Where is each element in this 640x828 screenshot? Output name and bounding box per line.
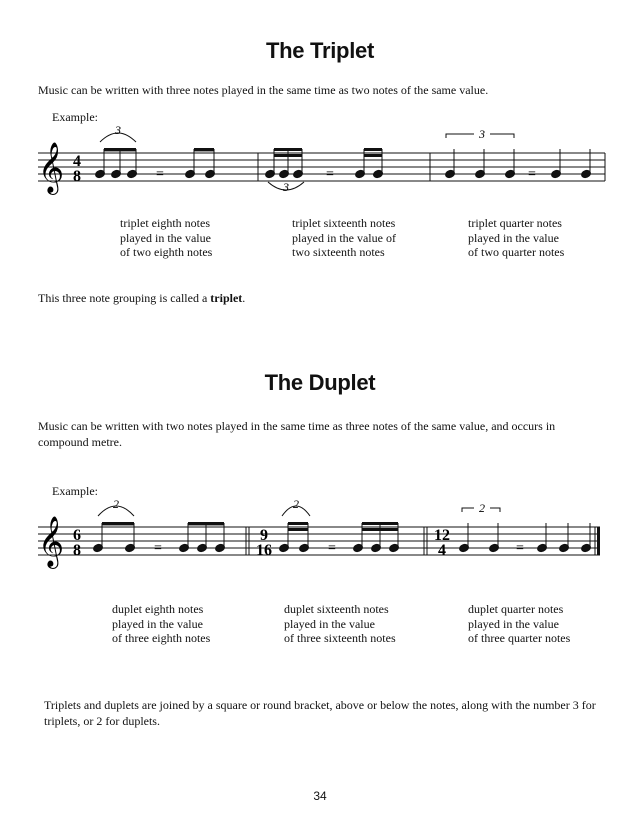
caption-line: two sixteenth notes bbox=[292, 245, 385, 259]
treble-clef-icon: 𝄞 bbox=[38, 142, 65, 193]
summary-text: This three note grouping is called a bbox=[38, 291, 211, 305]
duplet-staff bbox=[0, 494, 640, 576]
staff-lines bbox=[38, 153, 605, 181]
tuplet-number: 3 bbox=[479, 127, 485, 141]
time-signature-top: 12 bbox=[434, 527, 450, 544]
equals-sign: = bbox=[528, 167, 536, 182]
tuplet-number: 2 bbox=[479, 501, 485, 515]
time-signature-top: 6 bbox=[73, 527, 81, 544]
caption-line: of two eighth notes bbox=[120, 245, 213, 259]
caption-line: duplet eighth notes bbox=[112, 602, 204, 616]
time-signature-bottom: 16 bbox=[256, 542, 272, 559]
tuplet-number: 2 bbox=[293, 497, 299, 511]
summary-term: triplet bbox=[210, 291, 243, 305]
equals-sign: = bbox=[154, 541, 162, 556]
triplet-summary bbox=[38, 290, 245, 306]
time-signature-bottom: 8 bbox=[73, 168, 81, 185]
caption-line: played in the value bbox=[284, 616, 375, 631]
caption-line: of three quarter notes bbox=[468, 631, 571, 645]
duplet-intro: Music can be written with two notes played in the same time as three notes of the same value, and occurs in compound metre. bbox=[38, 419, 556, 449]
equals-sign: = bbox=[516, 541, 524, 556]
treble-clef-icon: 𝄞 bbox=[38, 516, 65, 567]
caption-line: triplet quarter notes bbox=[468, 216, 562, 230]
triplet-heading: The Triplet bbox=[266, 38, 374, 63]
triplet-staff bbox=[0, 120, 640, 200]
duplet-heading: The Duplet bbox=[264, 370, 376, 395]
equals-sign: = bbox=[156, 167, 164, 182]
triplet-caption-quarter bbox=[468, 216, 638, 260]
tuplet-number: 3 bbox=[115, 123, 121, 137]
triplet-intro: Music can be written with three notes played in the same time as two notes of the same value. bbox=[38, 83, 489, 97]
duplet-caption-sixteenth bbox=[284, 602, 454, 646]
duplet-example-label: Example: bbox=[52, 484, 98, 498]
caption-line: triplet eighth notes bbox=[120, 216, 210, 230]
caption-line: played in the value of bbox=[292, 230, 396, 245]
tuplet-number: 2 bbox=[113, 497, 119, 511]
caption-line: played in the value bbox=[468, 230, 559, 245]
time-signature-bottom: 4 bbox=[438, 542, 446, 559]
tuplet-number: 3 bbox=[283, 180, 289, 194]
caption-line: played in the value bbox=[112, 616, 203, 631]
equals-sign: = bbox=[326, 167, 334, 182]
duplet-caption-eighth bbox=[112, 602, 282, 646]
duplet-caption-quarter bbox=[468, 602, 638, 646]
time-signature-top: 9 bbox=[260, 527, 268, 544]
triplet-caption-sixteenth bbox=[292, 216, 462, 260]
caption-line: duplet sixteenth notes bbox=[284, 602, 389, 616]
page-number: 34 bbox=[313, 789, 327, 803]
triplet-example-label: Example: bbox=[52, 110, 98, 124]
summary-punctuation: . bbox=[242, 291, 246, 305]
final-barline-thick bbox=[597, 527, 600, 555]
caption-line: of three eighth notes bbox=[112, 631, 211, 645]
caption-line: played in the value bbox=[120, 230, 211, 245]
caption-line: triplet sixteenth notes bbox=[292, 216, 396, 230]
triplet-caption-eighth bbox=[120, 216, 290, 260]
closing-note: Triplets and duplets are joined by a square or round bracket, above or below the notes, along with the number 3 for triplets, or 2 for duplets. bbox=[44, 698, 596, 728]
caption-line: duplet quarter notes bbox=[468, 602, 564, 616]
time-signature-bottom: 8 bbox=[73, 542, 81, 559]
caption-line: of three sixteenth notes bbox=[284, 631, 396, 645]
caption-line: of two quarter notes bbox=[468, 245, 565, 259]
time-signature-top: 4 bbox=[73, 153, 81, 170]
caption-line: played in the value bbox=[468, 616, 559, 631]
equals-sign: = bbox=[328, 541, 336, 556]
